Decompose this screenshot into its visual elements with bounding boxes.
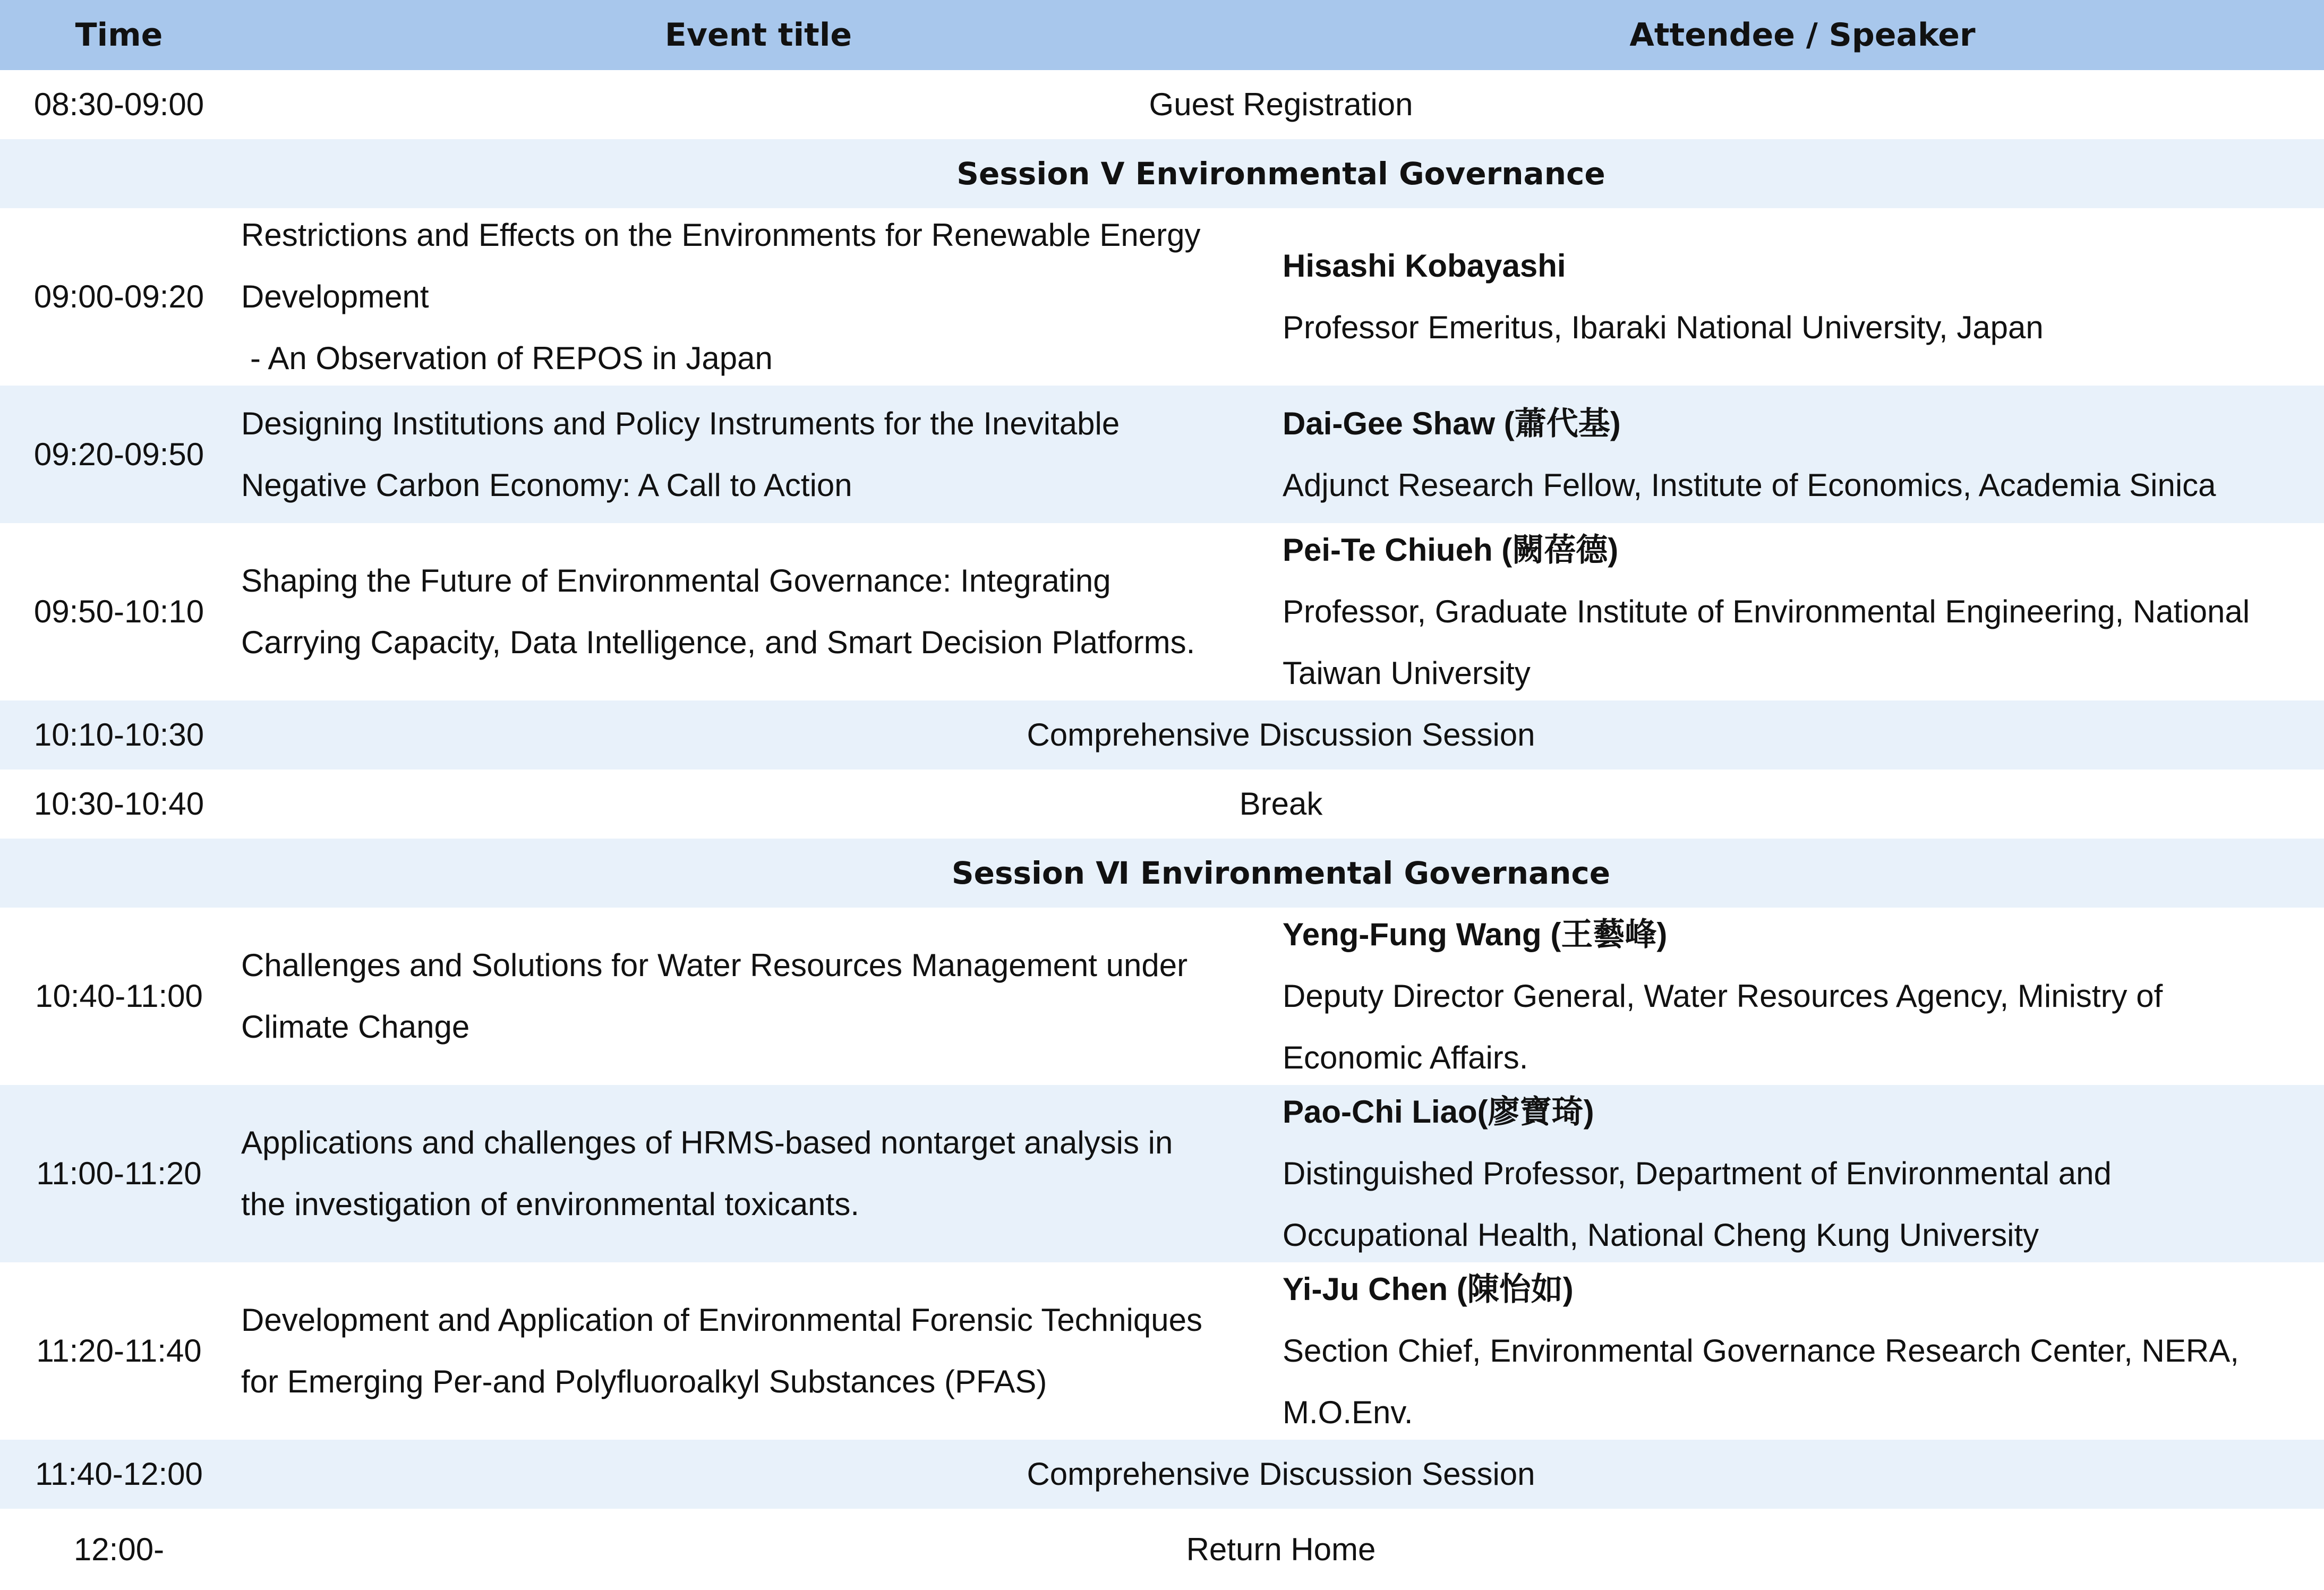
speaker-affiliation-line: Deputy Director General, Water Resources Agency, Ministry of [1283,978,2163,1014]
time-value: 12:00- [73,1531,165,1567]
header-time-label: Time [75,16,163,54]
event-label: Comprehensive Discussion Session [1027,717,1535,753]
event-label: Return Home [1186,1531,1376,1567]
speaker-cell [1281,523,2324,700]
event-title-cell [238,1085,1279,1262]
time-value: 08:30-09:00 [33,87,204,122]
session-title: Session Ⅴ Environmental Governance [956,156,1605,192]
speaker-name-line [1283,393,2324,455]
speaker-affiliation-line: Taiwan University [1283,655,1531,691]
speaker-name: Yi-Ju Chen (陳怡如) [1283,1271,1574,1307]
event-span-cell [238,1509,2324,1590]
speaker-cell [1281,386,2324,523]
time-value: 11:20-11:40 [36,1333,202,1369]
time-cell [0,386,238,523]
time-value: 10:40-11:00 [35,978,203,1014]
speaker-name-line [1283,1085,2324,1143]
speaker-name: Pao-Chi Liao(廖寶琦) [1283,1094,1594,1130]
event-title-line: Development and Application of Environmental Forensic Techniques [241,1302,1202,1338]
speaker-affiliation-line: M.O.Env. [1283,1395,1413,1430]
session-row [0,839,2324,908]
session-title-cell [238,139,2324,208]
time-cell [0,1085,238,1262]
speaker-name: Dai-Gee Shaw (蕭代基) [1283,405,1621,441]
event-span-cell [238,770,2324,839]
table-row [0,386,2324,523]
event-title-cell [238,908,1279,1085]
speaker-affiliation-line: Occupational Health, National Cheng Kung University [1283,1217,2039,1253]
speaker-name: Hisashi Kobayashi [1283,248,1566,284]
event-title-line: Challenges and Solutions for Water Resources Management under [241,947,1188,983]
session-row [0,139,2324,208]
time-cell [0,1262,238,1440]
speaker-affiliation-line: Adjunct Research Fellow, Institute of Economics, Academia Sinica [1283,467,2216,503]
table-row [0,700,2324,770]
time-cell [0,208,238,386]
event-title-line: Carrying Capacity, Data Intelligence, and Smart Decision Platforms. [241,625,1195,660]
speaker-name-line [1283,1262,2324,1320]
time-value: 11:00-11:20 [36,1156,202,1191]
event-title-line: - An Observation of REPOS in Japan [250,340,773,376]
speaker-affiliation-line: Professor, Graduate Institute of Environmental Engineering, National [1283,594,2250,629]
table-row [0,208,2324,386]
event-title-line: Development [241,279,429,314]
speaker-name-line [1283,523,2324,581]
table-row [0,1085,2324,1262]
event-title-line: Negative Carbon Economy: A Call to Action [241,467,852,503]
time-cell [0,70,238,139]
time-value: 09:00-09:20 [33,279,204,314]
event-title-cell [238,208,1279,386]
speaker-name: Yeng-Fung Wang [1283,917,1542,952]
speaker-cell [1281,908,2324,1085]
speaker-cell [1281,1262,2324,1440]
table-row [0,70,2324,139]
event-title-line: for Emerging Per-and Polyfluoroalkyl Substances (PFAS) [241,1364,1047,1399]
event-span-cell [238,700,2324,770]
speaker-affiliation-line: Professor Emeritus, Ibaraki National University, Japan [1283,310,2044,345]
time-value: 11:40-12:00 [35,1456,203,1492]
event-title-line: Shaping the Future of Environmental Governance: Integrating [241,563,1111,599]
event-label: Comprehensive Discussion Session [1027,1456,1535,1492]
speaker-affiliation-line: Distinguished Professor, Department of Environmental and [1283,1156,2112,1191]
speaker-affiliation-line: Section Chief, Environmental Governance Research Center, NERA, [1283,1333,2239,1369]
table-row [0,523,2324,700]
event-title-line: Designing Institutions and Policy Instruments for the Inevitable [241,405,1120,441]
time-cell [0,908,238,1085]
speaker-name: Pei-Te Chiueh (闕蓓德) [1283,532,1619,568]
speaker-name-line [1283,908,2324,965]
time-value: 10:10-10:30 [33,717,204,753]
speaker-affiliation-line: Economic Affairs. [1283,1040,1528,1075]
event-span-cell [238,1440,2324,1509]
event-title-cell [238,523,1279,700]
table-row [0,770,2324,839]
header-event-title-label: Event title [664,16,852,54]
header-speaker-label: Attendee / Speaker [1629,16,1976,54]
speaker-cell [1281,1085,2324,1262]
time-value: 09:50-10:10 [33,594,204,629]
event-title-cell [238,386,1279,523]
time-cell [0,700,238,770]
event-title-line: Restrictions and Effects on the Environments for Renewable Energy [241,217,1201,253]
time-cell [0,523,238,700]
session-title-cell [238,839,2324,908]
header-event-title [238,0,1279,70]
time-value: 09:20-09:50 [33,436,204,472]
time-cell [0,1509,238,1590]
event-title-line: Climate Change [241,1009,470,1045]
header-speaker [1281,0,2324,70]
table-row [0,1262,2324,1440]
session-title: Session Ⅵ Environmental Governance [951,855,1611,891]
time-value: 10:30-10:40 [33,786,204,822]
table-row [0,1509,2324,1590]
event-title-cell [238,1262,1279,1440]
speaker-name-chinese: (王藝峰) [1541,917,1668,952]
event-label: Break [1239,786,1323,822]
table-header [0,0,2324,70]
table-row [0,908,2324,1085]
time-cell [0,770,238,839]
event-title-line: the investigation of environmental toxicants. [241,1186,859,1222]
event-span-cell [238,70,2324,139]
speaker-cell [1281,208,2324,386]
time-cell [0,1440,238,1509]
header-time [0,0,238,70]
table-row [0,1440,2324,1509]
event-label: Guest Registration [1149,87,1413,122]
speaker-name-line [1283,235,2324,297]
event-title-line: Applications and challenges of HRMS-based nontarget analysis in [241,1125,1173,1160]
